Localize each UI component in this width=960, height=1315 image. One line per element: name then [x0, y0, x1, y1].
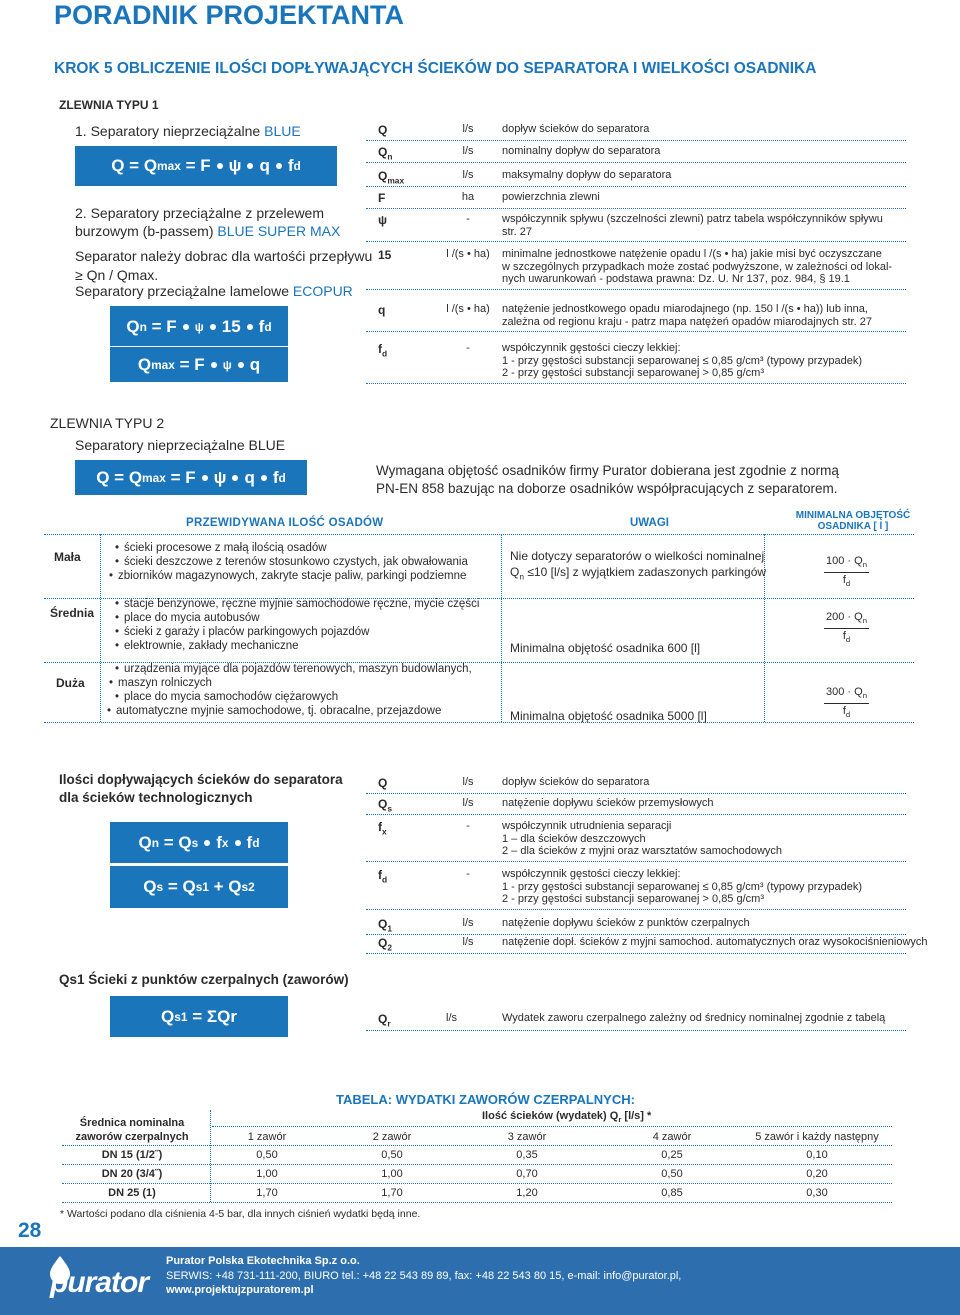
valves-cell: 1,70 — [381, 1187, 403, 1199]
valves-cell: 0,20 — [806, 1168, 828, 1180]
page-number: 28 — [18, 1219, 42, 1242]
legend-unit: - — [466, 868, 470, 880]
legend-description: współczynnik gęstości cieczy lekkiej: 1 - przy gęstości substancji separowanej ≤ 0,85 g/cm³ (typowy przypadek) 2 - przy gęstości substancji separowanej > 0,85 g/cm³ — [502, 342, 863, 379]
valves-row-label: DN 20 (3/4˝) — [101, 1168, 163, 1180]
notes-medium: Minimalna objętość osadnika 600 [l] — [510, 641, 701, 655]
legend-description: powierzchnia zlewni — [502, 191, 600, 203]
notes-large: Minimalna objętość osadnika 5000 [l] — [510, 709, 707, 723]
legend-description: współczynnik utrudnienia separacji 1 – dla ścieków deszczowych 2 – dla ścieków z myjni oraz warsztatów samochodowych — [502, 820, 783, 857]
section2-title: ZLEWNIA TYPU 2 — [50, 415, 165, 431]
valves-cell: 0,35 — [516, 1149, 538, 1161]
valves-cell: 1,70 — [256, 1187, 278, 1199]
legend-description: natężenie dopł. ścieków z myjni samochod. automatycznych oraz wysokociśnieniowych — [502, 936, 928, 948]
valves-group-header: Ilość ścieków (wydatek) $Q_r$ [l/s] * — [482, 1110, 652, 1125]
row-items-small: • ścieki procesowe z małą ilością osadów • ścieki deszczowe z terenów stosunkowo czystych, jak obwałowania • zbiorników magazynowych, zakryte stacje paliw, parkingi podziemne — [124, 541, 468, 583]
item2: 2. Separatory przeciążalne z przelewem burzowym (b-passem) BLUE SUPER MAX — [75, 205, 341, 239]
valves-cell: 0,50 — [661, 1168, 683, 1180]
valves-title: TABELA: WYDATKI ZAWORÓW CZERPALNYCH: — [336, 1092, 635, 1107]
legend-description: współczynnik gęstości cieczy lekkiej: 1 - przy gęstości substancji separowanej ≤ 0,85 g/cm³ (typowy przypadek) 2 - przy gęstości substancji separowanej > 0,85 g/cm³ — [502, 868, 863, 905]
legend-description: nominalny dopływ do separatora — [502, 145, 661, 157]
legend-symbol: F — [378, 191, 386, 205]
legend-unit: l/s — [462, 797, 474, 809]
legend-unit: l/s — [462, 776, 474, 788]
formula-q-max-ecopur: Q max = F ψ q — [110, 346, 288, 382]
item1-brand: BLUE — [264, 123, 301, 139]
legend-symbol: $Q_1$ — [378, 917, 393, 934]
legend-symbol: $f_x$ — [378, 820, 387, 837]
row-items-large: • urządzenia myjące dla pojazdów terenowych, maszyn budowlanych, • maszyn rolniczych • place do mycia samochodów ciężarowych • automatyczne myjnie samochodowe, tj. obracalne, przejazdowe — [124, 662, 472, 718]
legend-symbol: $f_d$ — [378, 342, 388, 359]
qs1-label: Qs1 Ścieki z punktów czerpalnych (zaworów) — [59, 972, 349, 987]
legend-description: dopływ ścieków do separatora — [502, 776, 650, 788]
formula-q-s: Q s = Q s1 + Q s2 — [110, 866, 288, 908]
legend-description: minimalne jednostkowe natężenie opadu l /(s • ha) jakie misi być oczyszczane w szczególnych przypadkach może zostać podwyższone, w zależności od lokal- nych uwarunkowań - podstawa prawna: Dz. U. Nr 137, poz. 984, § 19.1 — [502, 248, 893, 285]
legend-unit: ha — [461, 191, 475, 203]
valves-col-header: 4 zawór — [652, 1131, 692, 1143]
legend-unit: - — [466, 820, 470, 832]
valves-cell: 0,10 — [806, 1149, 828, 1161]
legend-symbol: $Q_n$ — [378, 145, 393, 162]
legend-symbol: q — [378, 303, 386, 317]
qr-row: $Q_r$ l/s Wydatek zaworu czerpalnego zależny od średnicy nominalnej zgodnie z tabelą — [366, 1008, 906, 1032]
row-items-medium: • stacje benzynowe, ręczne myjnie samochodowe ręczne, mycie części • place do mycia autobusów • ścieki z garaży i placów parkingowych pojazdów • elektrownie, zakłady mechaniczne — [124, 597, 479, 653]
legend-description: dopływ ścieków do separatora — [502, 123, 650, 135]
valves-footnote: * Wartości podano dla ciśnienia 4-5 bar, dla innych ciśnień wydatki będą inne. — [60, 1208, 421, 1220]
table-header-min: MINIMALNA OBJĘTOŚĆ OSADNIKA [ l ] — [795, 510, 911, 532]
footer-web[interactable]: www.projektujzpuratorem.pl — [166, 1284, 314, 1296]
valves-table — [62, 1110, 892, 1206]
row-label-medium: Średnia — [50, 606, 95, 620]
legend-unit: l/s — [462, 917, 474, 929]
formula-q-max-2: Q = Q max = F ψ q f d — [75, 460, 307, 495]
min-volume-small: $100 \cdot Q_n$ $f_d$ — [826, 555, 867, 589]
legend-description: maksymalny dopływ do separatora — [502, 169, 672, 181]
valves-cell: 0,30 — [806, 1187, 828, 1199]
legend-unit: l/s — [462, 936, 474, 948]
valves-col-header: 3 zawór — [507, 1131, 547, 1143]
legend-symbol: Q — [378, 776, 388, 790]
legend-unit: l/s — [462, 169, 474, 181]
valves-row-label: DN 25 (1) — [108, 1187, 156, 1199]
page-title: PORADNIK PROJEKTANTA — [54, 0, 405, 30]
legend-description: natężenie jednostkowego opadu miarodajnego (np. 150 l /(s • ha)) lub inna, zależna od regionu kraju - patrz mapa natężeń opadów miarodajnych str. 27 — [502, 303, 872, 328]
legend-unit: l/s — [462, 123, 474, 135]
legend-unit: l /(s • ha) — [446, 303, 490, 315]
valves-row-label: DN 15 (1/2˝) — [101, 1149, 163, 1161]
footer-company: Purator Polska Ekotechnika Sp.z o.o. — [166, 1255, 360, 1267]
valves-corner: Średnica nominalna zaworów czerpalnych — [75, 1117, 189, 1143]
legend-symbol: $Q_{max}$ — [378, 169, 405, 186]
legend-symbol: ψ — [378, 213, 388, 227]
legend-symbol: Q — [378, 123, 388, 137]
table-header-notes: UWAGI — [630, 517, 669, 529]
valves-cell: 1,20 — [516, 1187, 538, 1199]
legend-unit: - — [466, 342, 470, 354]
valves-col-header: 5 zawór i każdy następny — [755, 1131, 879, 1143]
legend-symbol: $Q_s$ — [378, 797, 393, 814]
legend-description: współczynnik spływu (szczelności zlewni) patrz tabela współczynników spływu str. 27 — [502, 213, 883, 238]
legend-unit: - — [466, 213, 470, 225]
row-label-large: Duża — [56, 676, 85, 690]
legend-symbol: $Q_2$ — [378, 936, 393, 953]
section2-note: Wymagana objętość osadników firmy Purator dobierana jest zgodnie z normą PN-EN 858 bazując na doborze osadników współpracujących z separatorem. — [376, 463, 839, 496]
valves-cell: 0,25 — [661, 1149, 683, 1161]
formula-q-n-tech: Q n = Q s f x f d — [110, 822, 288, 863]
legend-unit: l/s — [462, 145, 474, 157]
valves-col-header: 2 zawór — [372, 1131, 412, 1143]
item1-text: 1. Separatory nieprzeciążalne — [75, 123, 265, 139]
table-header-amount: PRZEWIDYWANA ILOŚĆ OSADÓW — [186, 517, 384, 529]
valves-cell: 1,00 — [381, 1168, 403, 1180]
valves-col-header: 1 zawór — [247, 1131, 287, 1143]
legend-description: natężenie dopływu ścieków przemysłowych — [502, 797, 714, 809]
valves-cell: 0,85 — [661, 1187, 683, 1199]
legend-unit: l /(s • ha) — [446, 248, 490, 260]
valves-cell: 0,70 — [516, 1168, 538, 1180]
legend-symbol: $f_d$ — [378, 868, 388, 885]
row-label-small: Mała — [54, 550, 81, 564]
valves-cell: 0,50 — [381, 1149, 403, 1161]
valves-cell: 0,50 — [256, 1149, 278, 1161]
formula-q-max: Q = Q max = F ψ q f d — [75, 146, 337, 186]
dobor-note: Separator należy dobrac dla wartośći przepływu ≥ Qn / Qmax. — [75, 248, 373, 283]
min-volume-large: $300 \cdot Q_n$ $f_d$ — [826, 686, 867, 720]
section2-sub: Separatory nieprzeciążalne BLUE — [75, 437, 286, 453]
legend-symbol: 15 — [378, 248, 392, 262]
min-volume-medium: $200 \cdot Q_n$ $f_d$ — [826, 611, 867, 645]
tech-title: Ilości dopływających ścieków do separatora dla ścieków technologicznych — [59, 772, 343, 805]
item3: Separatory przeciążalne lamelowe ECOPUR — [75, 283, 353, 299]
footer-contact: SERWIS: +48 731-111-200, BIURO tel.: +48 22 543 89 89, fax: +48 22 543 80 15, e-mail: info@purator.pl, — [166, 1270, 682, 1282]
step-title: KROK 5 OBLICZENIE ILOŚCI DOPŁYWAJĄCYCH ŚCIEKÓW DO SEPARATORA I WIELKOŚCI OSADNIKA — [54, 60, 817, 77]
legend-description: natężenie dopływu ścieków z punktów czerpalnych — [502, 917, 750, 929]
formula-q-s1: Q s1 = ΣQr — [110, 996, 288, 1037]
section1-title: ZLEWNIA TYPU 1 — [59, 98, 159, 112]
sludge-table — [44, 510, 914, 726]
notes-small: Nie dotyczy separatorów o wielkości nominalnej $Q_n \le 10$ [l/s] z wyjątkiem zadaszonych parkingów — [510, 549, 767, 582]
purator-logo: purator — [42, 1250, 152, 1302]
valves-cell: 1,00 — [256, 1168, 278, 1180]
formula-q-n-ecopur: Q n = F ψ 15 f d — [110, 306, 288, 347]
item1 — [75, 123, 301, 139]
